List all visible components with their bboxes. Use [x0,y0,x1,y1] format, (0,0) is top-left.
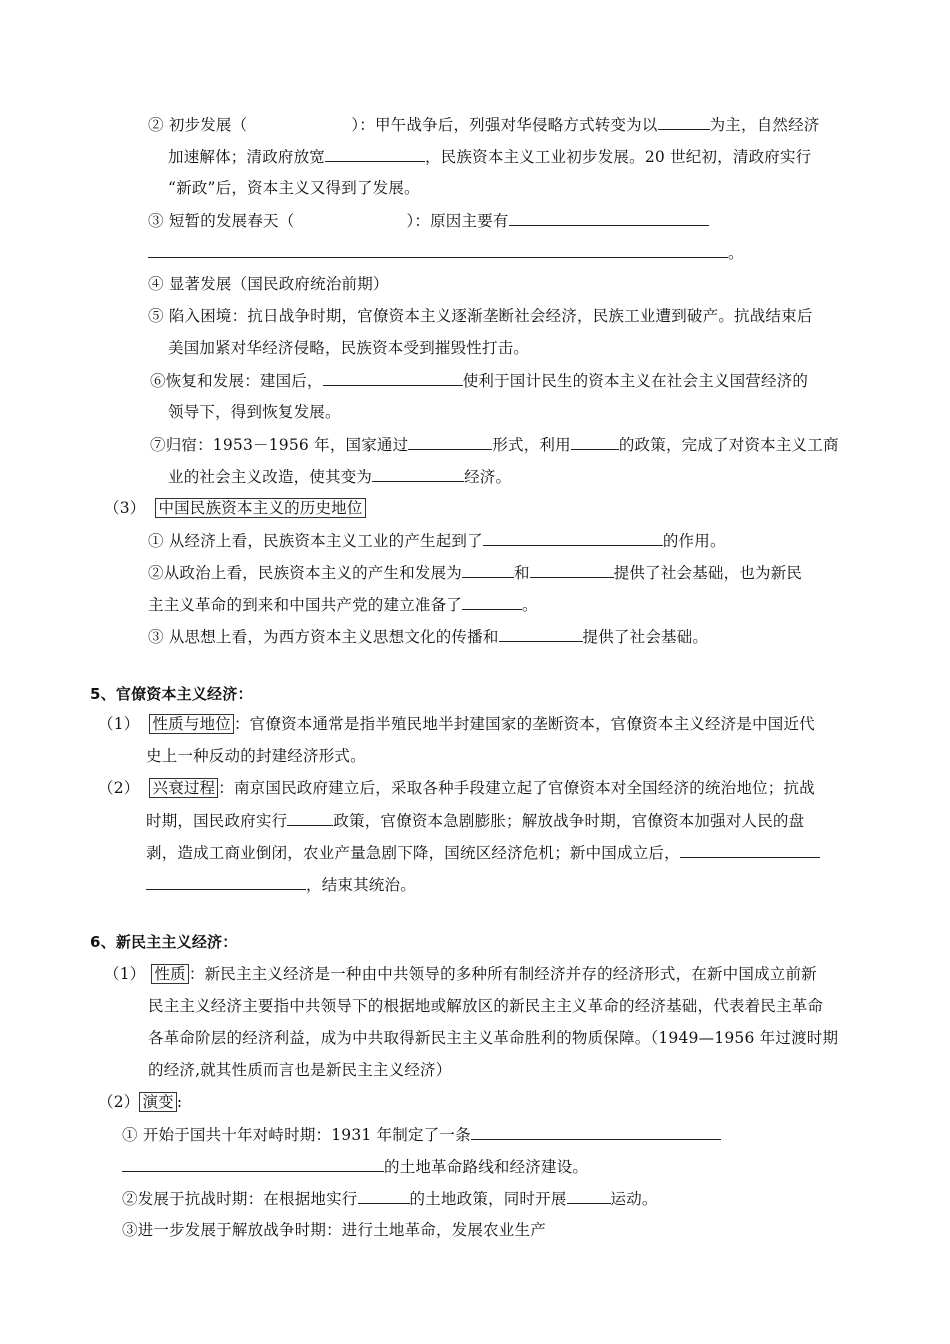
item-7-text-b: 形式，利用 [492,436,571,454]
item-2-text-2a: 加速解体；清政府放宽 [168,148,326,166]
section-6-sub-1-line-4: 的经济,就其性质而言也是新民主主义经济） [148,1061,452,1079]
section-5-sub-1-text: ：官僚资本通常是指半殖民地半封建国家的垄断资本，官僚资本主义经济是中国近代 [233,715,815,733]
section-5-sub-2-text-3: 剥，造成工商业倒闭，农业产量急剧下降，国统区经济危机；新中国成立后， [146,844,680,862]
sub-3-p2-text-2b: 。 [522,596,538,614]
section-5-sub-1-line-2: 史上一种反动的封建经济形式。 [146,747,366,765]
sub-3-p3-text-b: 提供了社会基础。 [582,628,709,646]
fill-blank[interactable] [658,114,710,130]
section-5-sub-2-line-1 [98,778,815,798]
section-5-sub-2-title: 兴衰过程 [149,778,218,798]
sub-3-p2-text-b: 和 [514,564,530,582]
item-7-text-a: ⑦归宿：1953－1956 年，国家通过 [150,436,409,454]
item-3-line-2 [148,242,744,263]
section-5-heading: 5、官僚资本主义经济： [90,685,253,703]
section-6-heading: 6、新民主主义经济： [90,933,238,951]
sub-3-number: （3） [104,499,146,517]
item-2-text-2b: ，民族资本主义工业初步发展。20 世纪初，清政府实行 [425,148,812,166]
item-5-line-2: 美国加紧对华经济侵略，民族资本受到摧毁性打击。 [168,339,530,357]
item-6-text-a: ⑥恢复和发展：建国后， [150,372,323,390]
sub-3-p2-text-2a: 主主义革命的到来和中国共产党的建立准备了 [148,596,463,614]
fill-blank[interactable] [571,434,619,450]
item-3-text-a: ③ 短暂的发展春天（ [148,212,295,230]
sub-3-point-1 [148,530,726,551]
section-5-sub-1-number: （1） [98,715,140,733]
section-5-sub-2-text-2a: 时期，国民政府实行 [146,812,288,830]
item-7-text-2a: 业的社会主义改造，使其变为 [168,468,373,486]
item-7-text-2b: 经济。 [464,468,512,486]
fill-blank[interactable] [462,562,514,578]
item-6-line-2: 领导下，得到恢复发展。 [168,403,341,421]
section-6-sub-1-line-1 [104,964,817,984]
item-2-line-2 [168,146,811,167]
item-2-line-3: “新政”后，资本主义又得到了发展。 [168,179,420,197]
section-6-sub-1-text: ：新民主主义经济是一种由中共领导的多种所有制经济并存的经济形式，在新中国成立前新 [188,965,817,983]
section-6-sub-2-p2-text-a: ②发展于抗战时期：在根据地实行 [122,1190,358,1208]
fill-blank[interactable] [530,562,614,578]
item-3-text-b: ）：原因主要有 [406,212,509,230]
item-7-line-1 [150,434,839,455]
section-6-sub-2-point-3: ③进一步发展于解放战争时期：进行土地革命，发展农业生产 [122,1221,546,1239]
section-5-sub-2-number: （2） [98,779,140,797]
item-6-text-b: 使利于国计民生的资本主义在社会主义国营经济的 [462,372,809,390]
section-6-sub-2-point-2 [122,1188,658,1209]
item-2-text-a: ② 初步发展（ [148,116,248,134]
item-2-text-b: ）：甲午战争后，列强对华侵略方式转变为以 [351,116,658,134]
section-6-sub-2-number: （2） [98,1093,140,1111]
fill-blank[interactable] [499,626,583,642]
fill-blank[interactable] [287,810,333,826]
sub-3-title: 中国民族资本主义的历史地位 [155,498,365,518]
section-5-sub-1-line-1 [98,714,815,734]
sub-3-heading [104,498,366,518]
fill-blank[interactable] [408,434,492,450]
section-5-sub-1-title: 性质与地位 [149,714,234,734]
item-3-line-1 [148,210,709,231]
fill-blank[interactable] [358,1188,410,1204]
section-5-sub-2-line-2 [146,810,804,831]
item-3-end: 。 [728,244,744,262]
section-6-sub-2-point-1 [122,1124,721,1145]
sub-3-p2-text-a: ②从政治上看，民族资本主义的产生和发展为 [148,564,463,582]
section-5-sub-2-text-2b: 政策，官僚资本急剧膨胀；解放战争时期，官僚资本加强对人民的盘 [333,812,805,830]
section-6-sub-2-p1-text: ① 开始于国共十年对峙时期：1931 年制定了一条 [122,1126,471,1144]
section-6-sub-1-line-3: 各革命阶层的经济利益，成为中共取得新民主主义革命胜利的物质保障。（1949—1956 年过渡时期 [148,1029,839,1047]
item-5-line-1: ⑤ 陷入困境：抗日战争时期，官僚资本主义逐渐垄断社会经济，民族工业遭到破产。抗战结束后 [148,307,813,325]
sub-3-p1-text-a: ① 从经济上看，民族资本主义工业的产生起到了 [148,532,483,550]
fill-blank[interactable] [471,1124,721,1140]
fill-blank[interactable] [372,466,464,482]
section-6-sub-2-colon: : [176,1093,183,1111]
section-5-sub-2-text-4: ，结束其统治。 [306,876,416,894]
section-6-sub-2-p1-text-2: 的土地革命路线和经济建设。 [384,1158,589,1176]
section-6-sub-2-p2-text-b: 的土地政策，同时开展 [409,1190,567,1208]
fill-blank[interactable] [567,1188,611,1204]
item-4: ④ 显著发展（国民政府统治前期） [148,275,389,293]
sub-3-point-2-line-2 [148,594,538,615]
item-7-line-2 [168,466,511,487]
fill-blank[interactable] [146,874,306,890]
section-6-sub-1-title: 性质 [151,964,188,984]
item-2-line-1 [148,114,820,135]
item-2-text-c: 为主，自然经济 [709,116,820,134]
section-5-sub-2-text: ：南京国民政府建立后，采取各种手段建立起了官僚资本对全国经济的统治地位；抗战 [218,779,815,797]
section-6-sub-2-point-1-line-2 [122,1156,588,1177]
section-6-sub-1-number: （1） [104,965,146,983]
fill-blank[interactable] [323,370,463,386]
fill-blank[interactable] [509,210,709,226]
fill-blank[interactable] [148,242,728,258]
section-6-sub-2-p2-text-c: 运动。 [610,1190,658,1208]
fill-blank[interactable] [122,1156,384,1172]
sub-3-p2-text-c: 提供了社会基础，也为新民 [613,564,803,582]
fill-blank[interactable] [462,594,522,610]
sub-3-p3-text-a: ③ 从思想上看，为西方资本主义思想文化的传播和 [148,628,499,646]
section-6-sub-2-title: 演变 [139,1092,176,1112]
section-6-sub-2-heading [98,1092,182,1112]
item-6-line-1 [150,370,808,391]
section-5-sub-2-line-4 [146,874,416,895]
fill-blank[interactable] [325,146,425,162]
section-6-sub-1-line-2: 民主主义经济主要指中共领导下的根据地或解放区的新民主主义革命的经济基础，代表着民主革命 [148,997,824,1015]
section-5-sub-2-line-3 [146,842,820,863]
fill-blank[interactable] [680,842,820,858]
sub-3-point-3 [148,626,708,647]
sub-3-p1-text-b: 的作用。 [662,532,726,550]
item-7-text-c: 的政策，完成了对资本主义工商 [618,436,839,454]
fill-blank[interactable] [483,530,663,546]
sub-3-point-2 [148,562,802,583]
